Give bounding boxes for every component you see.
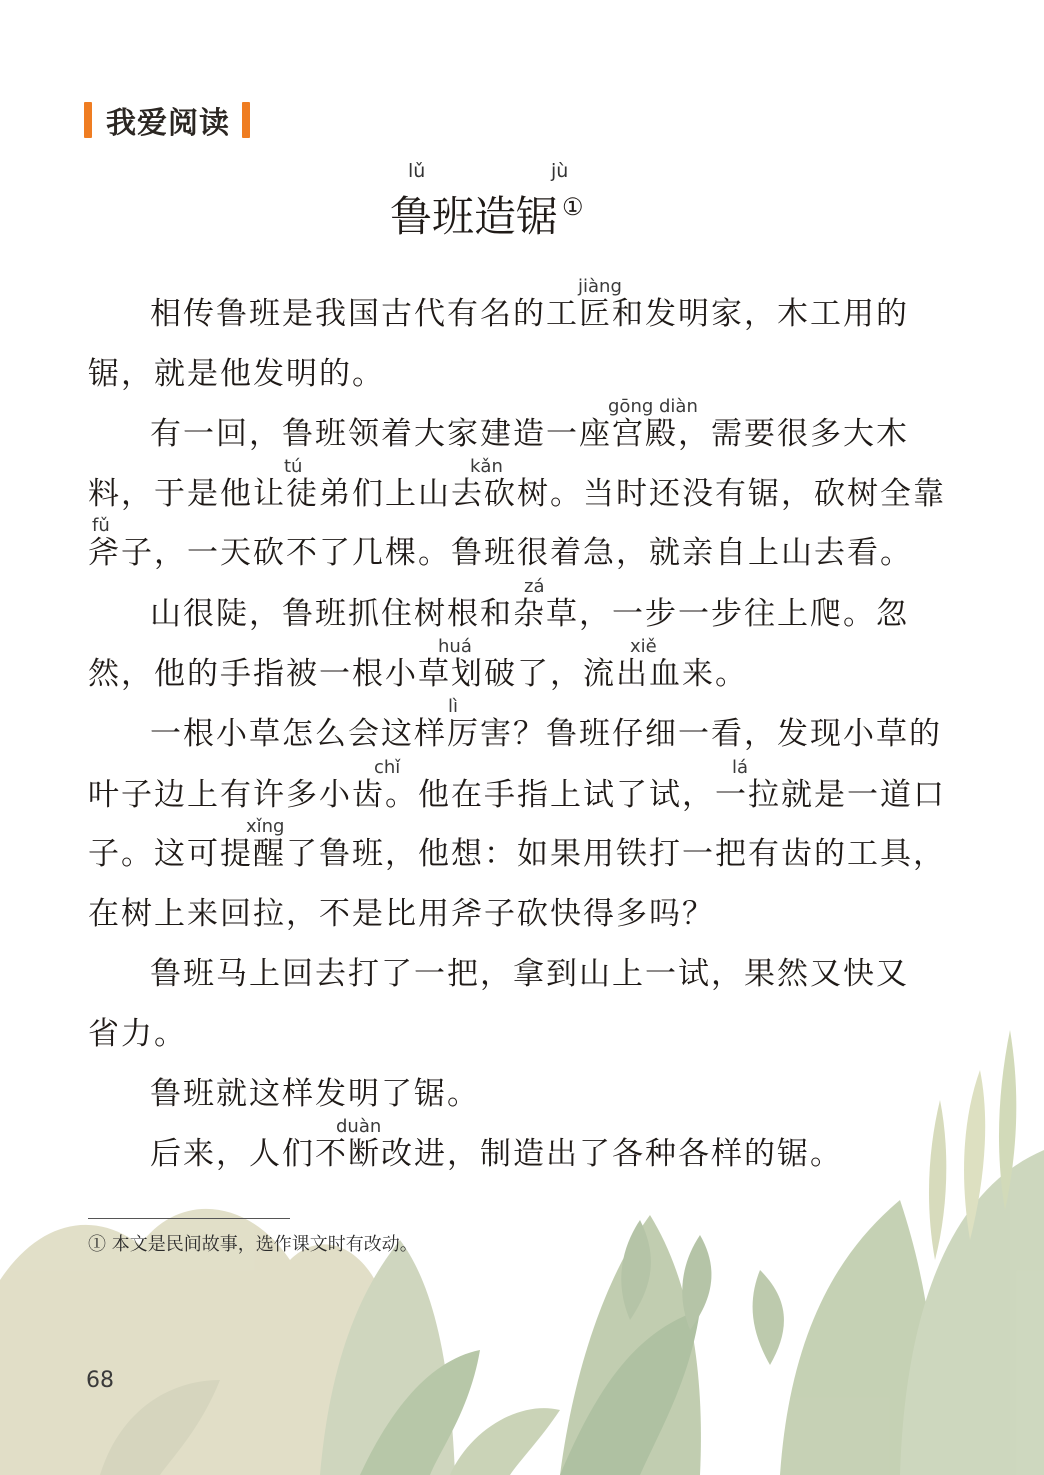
pinyin-hua: huá: [438, 636, 472, 657]
text-line: 斧子，一天砍不了几棵。鲁班很着急，就亲自上山去看。: [88, 535, 913, 571]
footnote: ① 本文是民间故事，选作课文时有改动。: [88, 1234, 418, 1255]
pinyin-xie: xiě: [630, 636, 657, 657]
text-line: 在树上来回拉，不是比用斧子砍快得多吗？: [88, 896, 715, 932]
footnote-divider: [88, 1218, 290, 1219]
pinyin-duan: duàn: [336, 1116, 382, 1137]
text-line: 有一回，鲁班领着大家建造一座宫殿，需要很多大木: [150, 416, 909, 452]
text-line: 省力。: [88, 1016, 187, 1052]
page-number: 68: [86, 1368, 114, 1393]
section-header: [84, 98, 250, 142]
text-line: 鲁班就这样发明了锯。: [150, 1076, 480, 1112]
pinyin-za: zá: [524, 576, 545, 597]
text-line: 料，于是他让徒弟们上山去砍树。当时还没有锯，砍树全靠: [88, 476, 946, 512]
text-line: 相传鲁班是我国古代有名的工匠和发明家，木工用的: [150, 296, 909, 332]
title-pinyin-lu: lǔ: [408, 160, 426, 182]
text-line: 叶子边上有许多小齿。他在手指上试了试，一拉就是一道口: [88, 777, 946, 813]
text-line: 鲁班马上回去打了一把，拿到山上一试，果然又快又: [150, 956, 909, 992]
pinyin-kan: kǎn: [470, 456, 503, 477]
text-line: 后来，人们不断改进，制造出了各种各样的锯。: [150, 1136, 843, 1172]
accent-bar: [242, 102, 250, 138]
pinyin-chi: chǐ: [374, 757, 401, 778]
pinyin-fu: fǔ: [92, 515, 110, 536]
pinyin-xing: xǐng: [246, 816, 285, 837]
accent-bar: [84, 102, 92, 138]
pinyin-tu: tú: [284, 456, 303, 477]
text-line: 一根小草怎么会这样厉害？鲁班仔细一看，发现小草的: [150, 716, 942, 752]
text-line: 然，他的手指被一根小草划破了，流出血来。: [88, 656, 748, 692]
pinyin-jiang: jiàng: [578, 276, 622, 297]
pinyin-li: lì: [448, 696, 459, 717]
pinyin-la: lá: [732, 757, 749, 778]
page-title: [390, 184, 584, 244]
text-line: 锯，就是他发明的。: [88, 356, 385, 392]
text-line: 山很陡，鲁班抓住树根和杂草，一步一步往上爬。忽: [150, 596, 909, 632]
title-text: 鲁班造锯: [390, 192, 559, 241]
section-label: 我爱阅读: [106, 106, 230, 141]
pinyin-gongdian: gōng diàn: [608, 396, 698, 417]
title-pinyin-ju: jù: [551, 160, 569, 182]
footnote-marker: ①: [562, 193, 584, 221]
text-line: 子。这可提醒了鲁班，他想：如果用铁打一把有齿的工具，: [88, 836, 946, 872]
